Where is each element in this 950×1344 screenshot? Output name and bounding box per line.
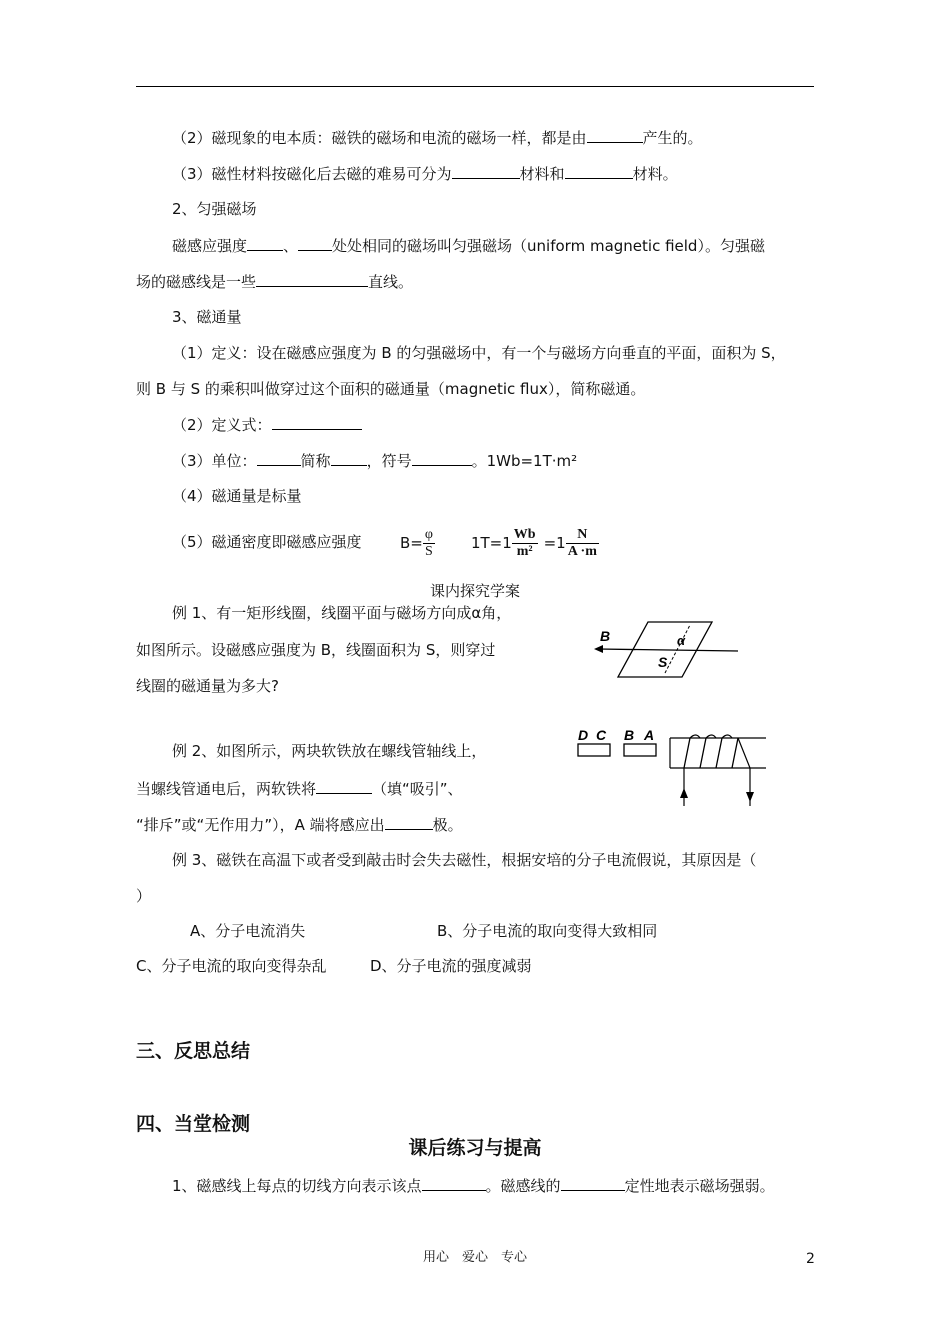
soft-iron-dc <box>578 744 610 756</box>
example1-line2: 如图所示。设磁感应强度为 B，线圈面积为 S，则穿过 <box>136 641 496 659</box>
uniform-field-lines: 场的磁感线是一些 直线。 <box>136 273 414 291</box>
example2-line3: “排斥”或“无作用力”），A 端将感应出 极。 <box>136 816 463 834</box>
label-alpha: α <box>677 633 686 648</box>
heading-after-class: 课后练习与提高 <box>408 1137 542 1159</box>
label-b: B <box>600 628 611 644</box>
label-d: D <box>578 727 589 743</box>
page-number: 2 <box>806 1251 815 1267</box>
frac-m2: m² <box>516 543 533 559</box>
heading-reflection: 三、反思总结 <box>136 1040 251 1062</box>
flux-formula: （2）定义式： <box>172 414 362 435</box>
example3-line2: ） <box>136 887 152 905</box>
formula-eq1: =1 <box>543 534 566 552</box>
frac-s: S <box>425 543 433 559</box>
option-d: D、分子电流的强度减弱 <box>370 957 532 975</box>
uniform-field-definition: 磁感应强度 、 处处相同的磁场叫匀强磁场（uniform magnetic field）。匀强磁 <box>172 237 765 255</box>
frac-wb: Wb <box>513 526 536 542</box>
item-electric-nature: （2）磁现象的电本质：磁铁的磁场和电流的磁场一样，都是由 产生的。 <box>172 129 703 147</box>
flux-density-formula <box>400 522 599 564</box>
coil-field-diagram <box>590 615 750 685</box>
option-a: A、分子电流消失 <box>190 922 306 940</box>
option-b: B、分子电流的取向变得大致相同 <box>437 922 658 940</box>
formula-b: B= <box>400 534 423 552</box>
frac-n: N <box>566 527 599 544</box>
flux-unit: （3）单位： 简称 ，符号 。1Wb=1T·m² <box>172 452 578 470</box>
footer-motto: 用心 爱心 专心 <box>422 1250 527 1265</box>
heading-uniform-field: 2、匀强磁场 <box>172 200 257 218</box>
heading-flux: 3、磁通量 <box>172 308 242 326</box>
fraction-wb-m2 <box>512 527 538 560</box>
field-arrow-icon <box>594 645 603 653</box>
frac-am: A ·m <box>567 543 597 559</box>
label-b2: B <box>624 727 635 743</box>
solenoid-coils <box>684 738 738 768</box>
fraction-phi-s <box>423 527 435 560</box>
soft-iron-ba <box>624 744 656 756</box>
frac-phi: φ <box>424 526 433 542</box>
current-arrow-down-icon <box>746 792 754 802</box>
flux-density: （5）磁通密度即磁感应强度 <box>172 533 362 551</box>
current-arrow-up-icon <box>680 788 688 798</box>
example2-line2: 当螺线管通电后，两软铁将 （填“吸引”、 <box>136 780 463 798</box>
label-c: C <box>596 727 607 743</box>
example1-line1: 例 1、有一矩形线圈，线圈平面与磁场方向成α角， <box>172 604 512 622</box>
field-line <box>598 649 738 651</box>
example1-line3: 线圈的磁通量为多大? <box>136 677 279 695</box>
section-title-inclass: 课内探究学案 <box>429 582 520 600</box>
example2-line1: 例 2、如图所示，两块软铁放在螺线管轴线上， <box>172 742 487 760</box>
heading-class-test: 四、当堂检测 <box>136 1113 251 1135</box>
question-1: 1、磁感线上每点的切线方向表示该点 。磁感线的 定性地表示磁场强弱。 <box>172 1177 775 1195</box>
fraction-n-am <box>566 527 599 560</box>
example3-line1: 例 3、磁铁在高温下或者受到敲击时会失去磁性，根据安培的分子电流假说，其原因是（ <box>172 851 757 869</box>
formula-1t: 1T=1 <box>470 534 512 552</box>
item-magnetic-materials: （3）磁性材料按磁化后去磁的难易可分为 材料和 材料。 <box>172 165 678 183</box>
header-rule <box>136 86 814 87</box>
flux-definition-2: 则 B 与 S 的乘积叫做穿过这个面积的磁通量（magnetic flux），简称磁通。 <box>136 380 646 398</box>
label-a: A <box>644 727 655 743</box>
label-s: S <box>658 654 668 670</box>
solenoid-diagram <box>572 722 772 808</box>
option-c: C、分子电流的取向变得杂乱 <box>136 957 327 975</box>
flux-scalar: （4）磁通量是标量 <box>172 487 302 505</box>
flux-definition-1: （1）定义：设在磁感应强度为 B 的匀强磁场中，有一个与磁场方向垂直的平面，面积为 S， <box>172 344 786 362</box>
